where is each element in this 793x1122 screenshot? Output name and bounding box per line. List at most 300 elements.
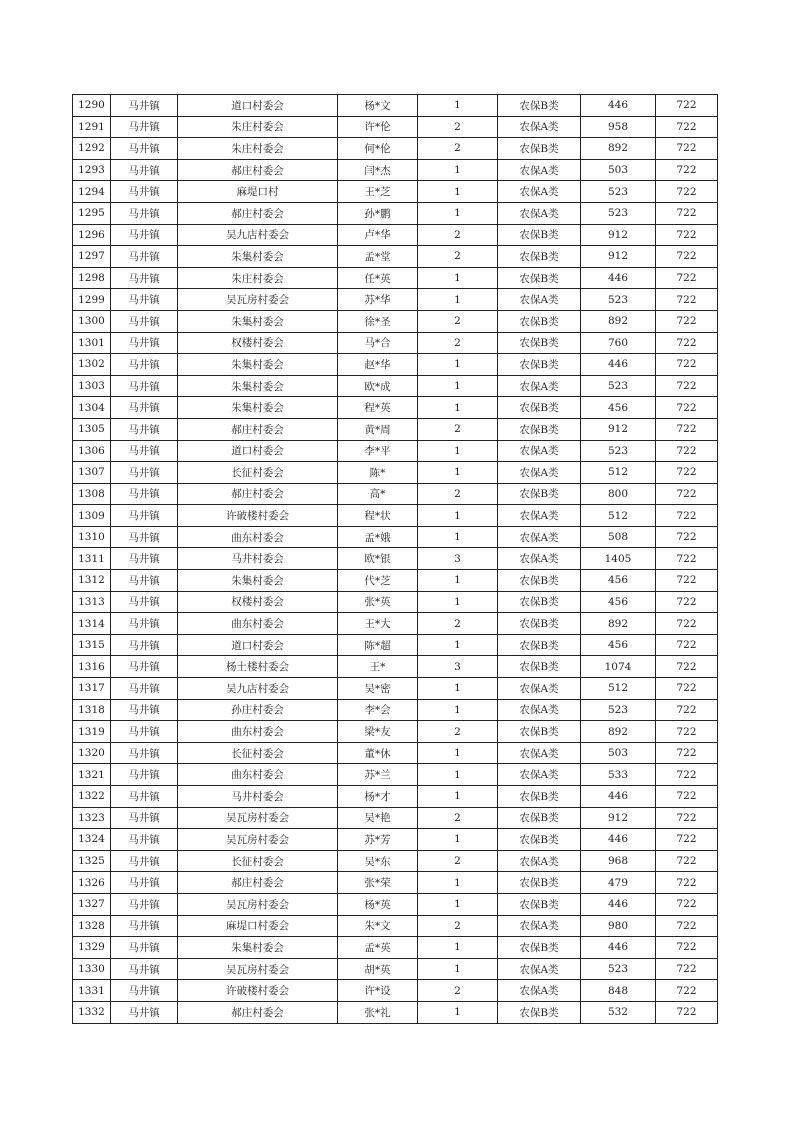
household-size-cell: 1 (418, 764, 498, 786)
insurance-category-cell: 农保B类 (498, 224, 581, 246)
name-cell: 梁*友 (338, 721, 418, 743)
row-number-cell: 1308 (73, 483, 111, 505)
name-cell: 许*设 (338, 980, 418, 1002)
town-cell: 马井镇 (111, 829, 178, 851)
household-size-cell: 2 (418, 721, 498, 743)
table-row (73, 786, 718, 808)
town-cell: 马井镇 (111, 807, 178, 829)
row-number-cell: 1324 (73, 829, 111, 851)
table-row (73, 937, 718, 959)
insurance-category-cell: 农保A类 (498, 462, 581, 484)
standard-cell: 722 (656, 850, 718, 872)
row-number-cell: 1314 (73, 613, 111, 635)
amount-cell: 503 (581, 742, 656, 764)
table-row (73, 289, 718, 311)
table-row (73, 548, 718, 570)
village-committee-cell: 曲东村委会 (178, 613, 338, 635)
household-size-cell: 1 (418, 289, 498, 311)
village-committee-cell: 权楼村委会 (178, 332, 338, 354)
village-committee-cell: 朱集村委会 (178, 397, 338, 419)
amount-cell: 523 (581, 699, 656, 721)
town-cell: 马井镇 (111, 505, 178, 527)
town-cell: 马井镇 (111, 95, 178, 117)
household-size-cell: 1 (418, 526, 498, 548)
standard-cell: 722 (656, 138, 718, 160)
town-cell: 马井镇 (111, 483, 178, 505)
insurance-category-cell: 农保B类 (498, 872, 581, 894)
insurance-category-cell: 农保A类 (498, 159, 581, 181)
insurance-category-cell: 农保B类 (498, 829, 581, 851)
town-cell: 马井镇 (111, 699, 178, 721)
standard-cell: 722 (656, 656, 718, 678)
household-size-cell: 1 (418, 202, 498, 224)
amount-cell: 980 (581, 915, 656, 937)
row-number-cell: 1317 (73, 678, 111, 700)
standard-cell: 722 (656, 397, 718, 419)
village-committee-cell: 吴九店村委会 (178, 224, 338, 246)
village-committee-cell: 吴瓦房村委会 (178, 289, 338, 311)
table-row (73, 224, 718, 246)
household-size-cell: 3 (418, 656, 498, 678)
town-cell: 马井镇 (111, 267, 178, 289)
row-number-cell: 1330 (73, 958, 111, 980)
standard-cell: 722 (656, 310, 718, 332)
insurance-category-cell: 农保B类 (498, 570, 581, 592)
insurance-category-cell: 农保B类 (498, 613, 581, 635)
insurance-category-cell: 农保B类 (498, 634, 581, 656)
row-number-cell: 1295 (73, 202, 111, 224)
row-number-cell: 1318 (73, 699, 111, 721)
amount-cell: 446 (581, 893, 656, 915)
insurance-category-cell: 农保A类 (498, 850, 581, 872)
name-cell: 张*英 (338, 591, 418, 613)
town-cell: 马井镇 (111, 958, 178, 980)
amount-cell: 523 (581, 375, 656, 397)
village-committee-cell: 吴瓦房村委会 (178, 829, 338, 851)
amount-cell: 912 (581, 224, 656, 246)
row-number-cell: 1306 (73, 440, 111, 462)
insurance-category-cell: 农保A类 (498, 699, 581, 721)
amount-cell: 912 (581, 418, 656, 440)
table-row (73, 893, 718, 915)
table-row (73, 526, 718, 548)
insurance-category-cell: 农保B类 (498, 267, 581, 289)
table-row (73, 354, 718, 376)
roster-table (72, 94, 718, 1024)
village-committee-cell: 长征村委会 (178, 850, 338, 872)
village-committee-cell: 吴九店村委会 (178, 678, 338, 700)
insurance-category-cell: 农保A类 (498, 526, 581, 548)
row-number-cell: 1302 (73, 354, 111, 376)
standard-cell: 722 (656, 375, 718, 397)
amount-cell: 760 (581, 332, 656, 354)
amount-cell: 912 (581, 807, 656, 829)
row-number-cell: 1328 (73, 915, 111, 937)
table-row (73, 634, 718, 656)
table-row (73, 397, 718, 419)
name-cell: 孟*堂 (338, 246, 418, 268)
table-row (73, 764, 718, 786)
amount-cell: 446 (581, 354, 656, 376)
name-cell: 吴*密 (338, 678, 418, 700)
row-number-cell: 1315 (73, 634, 111, 656)
table-row (73, 829, 718, 851)
town-cell: 马井镇 (111, 354, 178, 376)
village-committee-cell: 麻堤口村 (178, 181, 338, 203)
name-cell: 陈*超 (338, 634, 418, 656)
name-cell: 代*芝 (338, 570, 418, 592)
insurance-category-cell: 农保A类 (498, 505, 581, 527)
row-number-cell: 1322 (73, 786, 111, 808)
row-number-cell: 1297 (73, 246, 111, 268)
amount-cell: 446 (581, 786, 656, 808)
table-row (73, 246, 718, 268)
household-size-cell: 2 (418, 332, 498, 354)
insurance-category-cell: 农保A类 (498, 440, 581, 462)
standard-cell: 722 (656, 958, 718, 980)
town-cell: 马井镇 (111, 181, 178, 203)
row-number-cell: 1319 (73, 721, 111, 743)
amount-cell: 446 (581, 829, 656, 851)
row-number-cell: 1303 (73, 375, 111, 397)
standard-cell: 722 (656, 721, 718, 743)
row-number-cell: 1326 (73, 872, 111, 894)
row-number-cell: 1296 (73, 224, 111, 246)
row-number-cell: 1307 (73, 462, 111, 484)
amount-cell: 456 (581, 397, 656, 419)
amount-cell: 892 (581, 613, 656, 635)
table-row (73, 915, 718, 937)
amount-cell: 523 (581, 440, 656, 462)
name-cell: 苏*兰 (338, 764, 418, 786)
household-size-cell: 2 (418, 980, 498, 1002)
name-cell: 李*会 (338, 699, 418, 721)
village-committee-cell: 长征村委会 (178, 462, 338, 484)
table-row (73, 267, 718, 289)
household-size-cell: 1 (418, 786, 498, 808)
row-number-cell: 1294 (73, 181, 111, 203)
name-cell: 杨*文 (338, 95, 418, 117)
household-size-cell: 1 (418, 893, 498, 915)
table-row (73, 418, 718, 440)
village-committee-cell: 长征村委会 (178, 742, 338, 764)
roster-table-body (73, 95, 718, 1024)
insurance-category-cell: 农保B类 (498, 1001, 581, 1023)
town-cell: 马井镇 (111, 332, 178, 354)
name-cell: 徐*圣 (338, 310, 418, 332)
household-size-cell: 2 (418, 850, 498, 872)
household-size-cell: 1 (418, 375, 498, 397)
insurance-category-cell: 农保A类 (498, 181, 581, 203)
standard-cell: 722 (656, 440, 718, 462)
table-row (73, 958, 718, 980)
town-cell: 马井镇 (111, 462, 178, 484)
name-cell: 苏*芳 (338, 829, 418, 851)
name-cell: 李*平 (338, 440, 418, 462)
name-cell: 孟*英 (338, 937, 418, 959)
village-committee-cell: 曲东村委会 (178, 764, 338, 786)
amount-cell: 446 (581, 937, 656, 959)
standard-cell: 722 (656, 354, 718, 376)
village-committee-cell: 郝庄村委会 (178, 872, 338, 894)
amount-cell: 1074 (581, 656, 656, 678)
village-committee-cell: 朱集村委会 (178, 375, 338, 397)
row-number-cell: 1332 (73, 1001, 111, 1023)
amount-cell: 1405 (581, 548, 656, 570)
town-cell: 马井镇 (111, 440, 178, 462)
household-size-cell: 1 (418, 462, 498, 484)
town-cell: 马井镇 (111, 850, 178, 872)
standard-cell: 722 (656, 786, 718, 808)
name-cell: 胡*英 (338, 958, 418, 980)
table-row (73, 570, 718, 592)
household-size-cell: 1 (418, 181, 498, 203)
insurance-category-cell: 农保A类 (498, 202, 581, 224)
table-row (73, 591, 718, 613)
row-number-cell: 1293 (73, 159, 111, 181)
insurance-category-cell: 农保B类 (498, 246, 581, 268)
household-size-cell: 2 (418, 483, 498, 505)
amount-cell: 523 (581, 289, 656, 311)
standard-cell: 722 (656, 462, 718, 484)
row-number-cell: 1304 (73, 397, 111, 419)
amount-cell: 532 (581, 1001, 656, 1023)
table-row (73, 116, 718, 138)
standard-cell: 722 (656, 915, 718, 937)
village-committee-cell: 朱集村委会 (178, 354, 338, 376)
village-committee-cell: 朱集村委会 (178, 246, 338, 268)
village-committee-cell: 吴瓦房村委会 (178, 807, 338, 829)
standard-cell: 722 (656, 937, 718, 959)
town-cell: 马井镇 (111, 289, 178, 311)
village-committee-cell: 吴瓦房村委会 (178, 893, 338, 915)
village-committee-cell: 朱集村委会 (178, 310, 338, 332)
standard-cell: 722 (656, 699, 718, 721)
village-committee-cell: 郝庄村委会 (178, 1001, 338, 1023)
household-size-cell: 1 (418, 159, 498, 181)
row-number-cell: 1300 (73, 310, 111, 332)
table-row (73, 699, 718, 721)
name-cell: 程*状 (338, 505, 418, 527)
name-cell: 黄*周 (338, 418, 418, 440)
name-cell: 程*英 (338, 397, 418, 419)
household-size-cell: 1 (418, 440, 498, 462)
standard-cell: 722 (656, 267, 718, 289)
name-cell: 张*礼 (338, 1001, 418, 1023)
row-number-cell: 1290 (73, 95, 111, 117)
household-size-cell: 1 (418, 937, 498, 959)
town-cell: 马井镇 (111, 678, 178, 700)
name-cell: 闫*杰 (338, 159, 418, 181)
town-cell: 马井镇 (111, 915, 178, 937)
standard-cell: 722 (656, 634, 718, 656)
insurance-category-cell: 农保A类 (498, 915, 581, 937)
table-row (73, 483, 718, 505)
name-cell: 杨*才 (338, 786, 418, 808)
amount-cell: 446 (581, 95, 656, 117)
insurance-category-cell: 农保B类 (498, 893, 581, 915)
standard-cell: 722 (656, 764, 718, 786)
town-cell: 马井镇 (111, 116, 178, 138)
household-size-cell: 2 (418, 310, 498, 332)
town-cell: 马井镇 (111, 786, 178, 808)
household-size-cell: 1 (418, 829, 498, 851)
insurance-category-cell: 农保A类 (498, 958, 581, 980)
village-committee-cell: 马井村委会 (178, 786, 338, 808)
standard-cell: 722 (656, 246, 718, 268)
name-cell: 朱*文 (338, 915, 418, 937)
town-cell: 马井镇 (111, 202, 178, 224)
table-row (73, 872, 718, 894)
village-committee-cell: 朱集村委会 (178, 570, 338, 592)
standard-cell: 722 (656, 95, 718, 117)
table-row (73, 742, 718, 764)
village-committee-cell: 孙庄村委会 (178, 699, 338, 721)
standard-cell: 722 (656, 678, 718, 700)
town-cell: 马井镇 (111, 548, 178, 570)
amount-cell: 848 (581, 980, 656, 1002)
insurance-category-cell: 农保B类 (498, 807, 581, 829)
row-number-cell: 1323 (73, 807, 111, 829)
table-row (73, 375, 718, 397)
table-row (73, 980, 718, 1002)
village-committee-cell: 郝庄村委会 (178, 483, 338, 505)
town-cell: 马井镇 (111, 310, 178, 332)
name-cell: 任*英 (338, 267, 418, 289)
household-size-cell: 2 (418, 224, 498, 246)
table-row (73, 159, 718, 181)
household-size-cell: 1 (418, 95, 498, 117)
name-cell: 卢*华 (338, 224, 418, 246)
standard-cell: 722 (656, 224, 718, 246)
standard-cell: 722 (656, 872, 718, 894)
amount-cell: 968 (581, 850, 656, 872)
village-committee-cell: 曲东村委会 (178, 721, 338, 743)
town-cell: 马井镇 (111, 634, 178, 656)
amount-cell: 523 (581, 202, 656, 224)
name-cell: 王*芝 (338, 181, 418, 203)
amount-cell: 892 (581, 721, 656, 743)
village-committee-cell: 道口村委会 (178, 440, 338, 462)
village-committee-cell: 朱庄村委会 (178, 138, 338, 160)
household-size-cell: 1 (418, 354, 498, 376)
household-size-cell: 1 (418, 591, 498, 613)
row-number-cell: 1313 (73, 591, 111, 613)
standard-cell: 722 (656, 613, 718, 635)
row-number-cell: 1310 (73, 526, 111, 548)
insurance-category-cell: 农保B类 (498, 397, 581, 419)
insurance-category-cell: 农保B类 (498, 310, 581, 332)
row-number-cell: 1320 (73, 742, 111, 764)
name-cell: 何*伦 (338, 138, 418, 160)
row-number-cell: 1291 (73, 116, 111, 138)
town-cell: 马井镇 (111, 246, 178, 268)
standard-cell: 722 (656, 893, 718, 915)
insurance-category-cell: 农保B类 (498, 138, 581, 160)
household-size-cell: 1 (418, 267, 498, 289)
row-number-cell: 1327 (73, 893, 111, 915)
insurance-category-cell: 农保A类 (498, 289, 581, 311)
household-size-cell: 2 (418, 915, 498, 937)
amount-cell: 503 (581, 159, 656, 181)
amount-cell: 446 (581, 267, 656, 289)
table-row (73, 95, 718, 117)
amount-cell: 523 (581, 181, 656, 203)
household-size-cell: 2 (418, 116, 498, 138)
village-committee-cell: 郝庄村委会 (178, 202, 338, 224)
table-row (73, 850, 718, 872)
household-size-cell: 1 (418, 872, 498, 894)
village-committee-cell: 权楼村委会 (178, 591, 338, 613)
amount-cell: 958 (581, 116, 656, 138)
town-cell: 马井镇 (111, 526, 178, 548)
town-cell: 马井镇 (111, 764, 178, 786)
town-cell: 马井镇 (111, 893, 178, 915)
amount-cell: 892 (581, 310, 656, 332)
table-row (73, 807, 718, 829)
standard-cell: 722 (656, 591, 718, 613)
insurance-category-cell: 农保B类 (498, 354, 581, 376)
table-row (73, 613, 718, 635)
amount-cell: 800 (581, 483, 656, 505)
name-cell: 王*大 (338, 613, 418, 635)
town-cell: 马井镇 (111, 138, 178, 160)
standard-cell: 722 (656, 980, 718, 1002)
row-number-cell: 1331 (73, 980, 111, 1002)
name-cell: 吴*东 (338, 850, 418, 872)
standard-cell: 722 (656, 483, 718, 505)
name-cell: 欧*银 (338, 548, 418, 570)
name-cell: 吴*艳 (338, 807, 418, 829)
amount-cell: 892 (581, 138, 656, 160)
table-row (73, 310, 718, 332)
name-cell: 王* (338, 656, 418, 678)
household-size-cell: 1 (418, 1001, 498, 1023)
insurance-category-cell: 农保B类 (498, 332, 581, 354)
village-committee-cell: 许破楼村委会 (178, 980, 338, 1002)
insurance-category-cell: 农保B类 (498, 483, 581, 505)
standard-cell: 722 (656, 505, 718, 527)
amount-cell: 912 (581, 246, 656, 268)
standard-cell: 722 (656, 570, 718, 592)
town-cell: 马井镇 (111, 224, 178, 246)
row-number-cell: 1311 (73, 548, 111, 570)
household-size-cell: 1 (418, 958, 498, 980)
town-cell: 马井镇 (111, 980, 178, 1002)
standard-cell: 722 (656, 418, 718, 440)
insurance-category-cell: 农保A类 (498, 980, 581, 1002)
name-cell: 董*休 (338, 742, 418, 764)
insurance-category-cell: 农保A类 (498, 116, 581, 138)
table-row (73, 678, 718, 700)
amount-cell: 456 (581, 570, 656, 592)
standard-cell: 722 (656, 807, 718, 829)
household-size-cell: 2 (418, 613, 498, 635)
amount-cell: 456 (581, 591, 656, 613)
insurance-category-cell: 农保B类 (498, 95, 581, 117)
village-committee-cell: 杨土楼村委会 (178, 656, 338, 678)
standard-cell: 722 (656, 742, 718, 764)
standard-cell: 722 (656, 116, 718, 138)
insurance-category-cell: 农保A类 (498, 548, 581, 570)
row-number-cell: 1312 (73, 570, 111, 592)
name-cell: 孟*娥 (338, 526, 418, 548)
row-number-cell: 1299 (73, 289, 111, 311)
table-row (73, 181, 718, 203)
name-cell: 高* (338, 483, 418, 505)
household-size-cell: 1 (418, 634, 498, 656)
standard-cell: 722 (656, 829, 718, 851)
